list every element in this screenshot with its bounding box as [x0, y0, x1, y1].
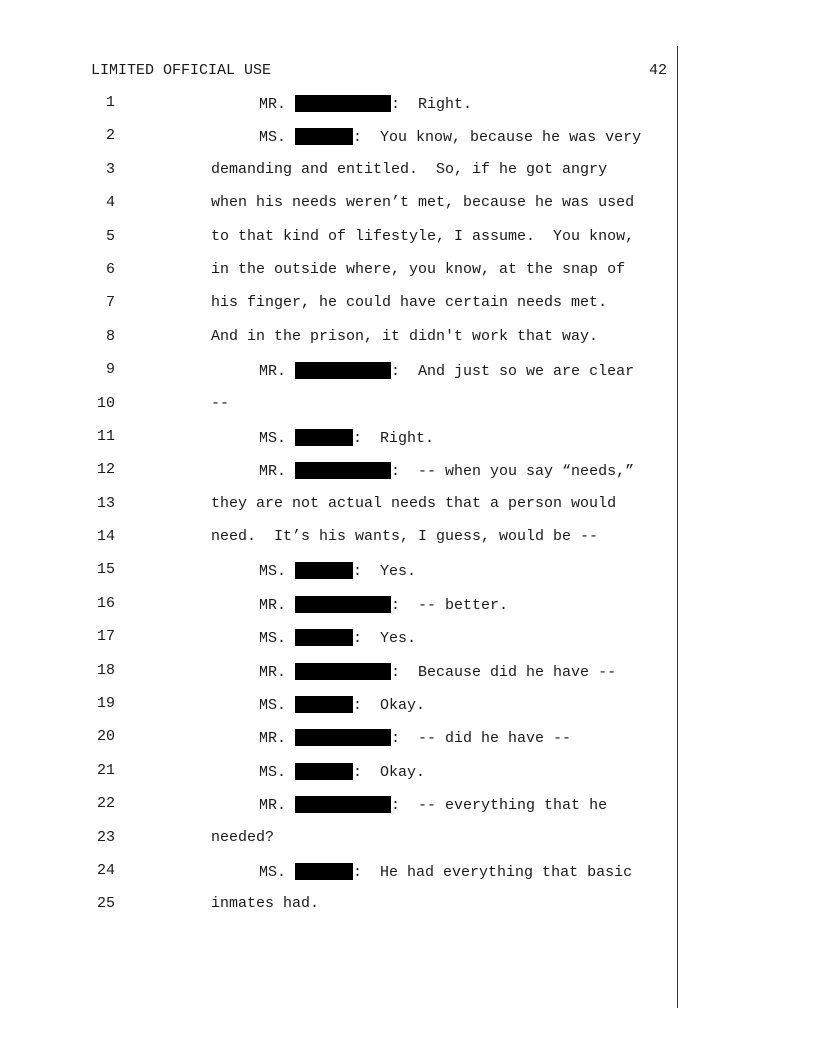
line-number: 5 [105, 227, 115, 245]
speaker-line [259, 796, 607, 814]
line-number: 3 [105, 160, 115, 178]
speaker-title: MS. [259, 863, 287, 881]
page-number: 42 [648, 62, 667, 79]
transcript-line [0, 729, 700, 762]
transcript-line [0, 229, 700, 262]
transcript-line [0, 496, 700, 529]
redaction-box [295, 95, 391, 112]
line-number: 20 [96, 728, 115, 746]
line-text: inmates had. [211, 895, 320, 913]
redaction-box [295, 796, 391, 813]
redaction-box [295, 763, 353, 780]
line-text: they are not actual needs that a person would [211, 494, 617, 512]
speaker-line [259, 429, 434, 447]
speaker-title: MR. [259, 463, 287, 481]
line-number: 10 [96, 394, 115, 412]
line-number: 22 [96, 795, 115, 813]
transcript-line [0, 195, 700, 228]
line-number: 19 [96, 695, 115, 713]
line-text: in the outside where, you know, at the snap of [211, 260, 626, 278]
transcript-line [0, 162, 700, 195]
speaker-line [259, 629, 416, 647]
line-number: 2 [105, 127, 115, 145]
line-text: -- [211, 394, 230, 412]
speech-text: : Yes. [353, 563, 417, 581]
line-number: 14 [96, 528, 115, 546]
transcript-line [0, 396, 700, 429]
speech-text: : He had everything that basic [353, 863, 633, 881]
transcript-line [0, 462, 700, 495]
transcript-line [0, 429, 700, 462]
transcript-line [0, 362, 700, 395]
redaction-box [295, 596, 391, 613]
transcript-line [0, 262, 700, 295]
redaction-box [295, 663, 391, 680]
speaker-line [259, 462, 634, 480]
transcript-line [0, 796, 700, 829]
redaction-box [295, 863, 353, 880]
speaker-line [259, 729, 571, 747]
line-text: when his needs weren’t met, because he was used [211, 194, 635, 212]
speaker-title: MS. [259, 429, 287, 447]
line-number: 11 [96, 427, 115, 445]
transcript-line [0, 663, 700, 696]
speaker-title: MR. [259, 730, 287, 748]
speech-text: : Right. [353, 429, 435, 447]
line-number: 21 [96, 761, 115, 779]
transcript-line [0, 329, 700, 362]
line-number: 25 [96, 895, 115, 913]
speech-text: : Because did he have -- [391, 663, 617, 681]
line-number: 15 [96, 561, 115, 579]
speaker-line [259, 562, 416, 580]
speaker-line [259, 696, 425, 714]
transcript-line [0, 830, 700, 863]
redaction-box [295, 462, 391, 479]
line-number: 18 [96, 661, 115, 679]
speaker-title: MR. [259, 96, 287, 113]
transcript-line [0, 629, 700, 662]
line-number: 16 [96, 594, 115, 612]
transcript-line [0, 562, 700, 595]
speaker-title: MR. [259, 363, 287, 381]
speaker-title: MS. [259, 697, 287, 715]
speaker-title: MR. [259, 663, 287, 681]
line-number: 8 [105, 327, 115, 345]
speech-text: : -- did he have -- [391, 730, 572, 748]
speaker-title: MS. [259, 129, 287, 147]
redaction-box [295, 696, 353, 713]
line-number: 7 [105, 294, 115, 312]
line-number: 23 [96, 828, 115, 846]
speech-text: : Okay. [353, 697, 426, 715]
speech-text: : Yes. [353, 630, 417, 648]
transcript-line [0, 896, 700, 929]
speech-text: : And just so we are clear [391, 363, 635, 381]
line-number: 1 [105, 94, 115, 111]
redaction-box [295, 128, 353, 145]
speaker-line [259, 663, 616, 681]
speech-text: : Right. [391, 96, 473, 113]
redaction-box [295, 562, 353, 579]
line-text: demanding and entitled. So, if he got angry [211, 160, 608, 178]
line-text: to that kind of lifestyle, I assume. You know, [211, 227, 635, 245]
transcript-line [0, 95, 700, 128]
transcript-line [0, 596, 700, 629]
line-text: And in the prison, it didn't work that way. [211, 327, 599, 345]
speaker-title: MS. [259, 763, 287, 781]
line-number: 12 [96, 461, 115, 479]
transcript-line [0, 763, 700, 796]
speech-text: : -- everything that he [391, 797, 608, 815]
speech-text: : Okay. [353, 763, 426, 781]
classification-header: LIMITED OFFICIAL USE [91, 62, 272, 79]
redaction-box [295, 429, 353, 446]
redaction-box [295, 362, 391, 379]
speaker-title: MR. [259, 797, 287, 815]
speaker-line [259, 95, 472, 113]
line-text: need. It’s his wants, I guess, would be -- [211, 528, 599, 546]
line-number: 6 [105, 260, 115, 278]
transcript-line [0, 128, 700, 161]
transcript-line [0, 863, 700, 896]
line-number: 17 [96, 628, 115, 646]
speech-text: : -- when you say “needs,” [391, 463, 635, 481]
speaker-line [259, 596, 508, 614]
transcript-lines [0, 95, 700, 930]
speaker-line [259, 763, 425, 781]
transcript-line [0, 295, 700, 328]
line-number: 24 [96, 861, 115, 879]
transcript-line [0, 696, 700, 729]
speaker-title: MR. [259, 596, 287, 614]
line-number: 4 [105, 194, 115, 212]
speaker-title: MS. [259, 630, 287, 648]
line-number: 9 [105, 361, 115, 379]
redaction-box [295, 729, 391, 746]
transcript-line [0, 529, 700, 562]
speaker-line [259, 863, 632, 881]
line-number: 13 [96, 494, 115, 512]
line-text: his finger, he could have certain needs met. [211, 294, 608, 312]
speech-text: : -- better. [391, 596, 509, 614]
line-text: needed? [211, 828, 275, 846]
speaker-title: MS. [259, 563, 287, 581]
speaker-line [259, 128, 641, 146]
redaction-box [295, 629, 353, 646]
speech-text: : You know, because he was very [353, 129, 642, 147]
speaker-line [259, 362, 634, 380]
